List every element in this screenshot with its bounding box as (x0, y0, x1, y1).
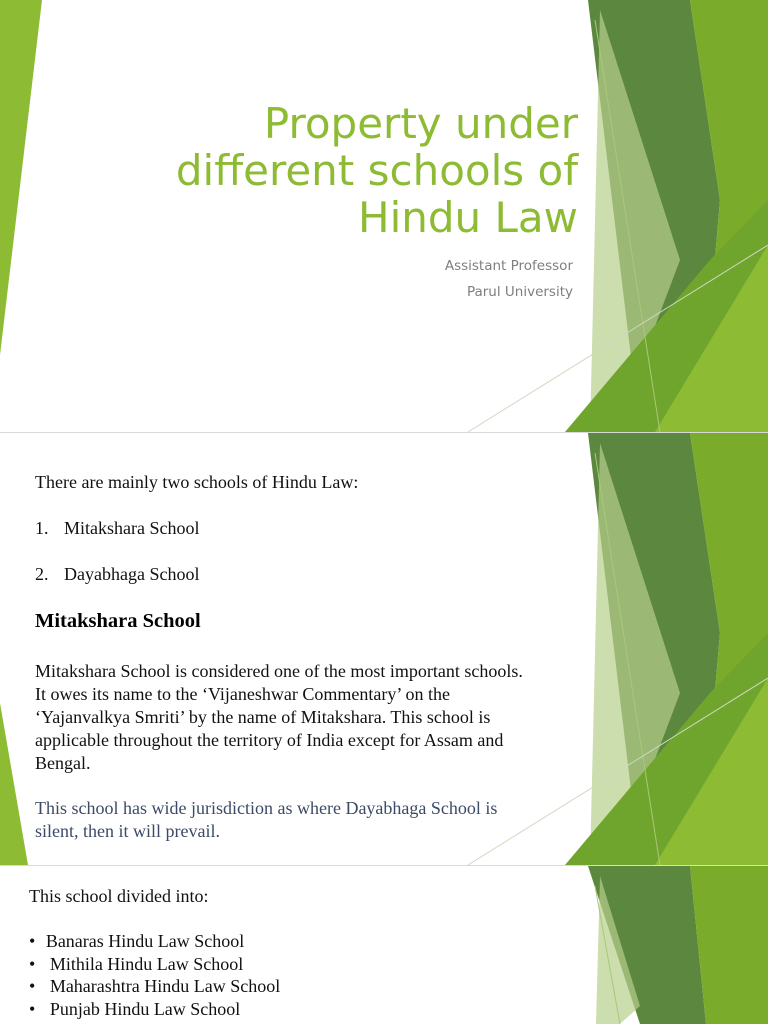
bullet-icon: • (29, 954, 36, 974)
title-slide (0, 0, 768, 432)
paragraph-line: Mitakshara School is considered one of the most important schools. (35, 661, 523, 681)
list-item (29, 931, 244, 952)
intro-text: This school divided into: (29, 886, 209, 906)
list-text: Mitakshara School (64, 518, 200, 538)
paragraph-line: applicable throughout the territory of India except for Assam and (35, 730, 504, 750)
section-heading: Mitakshara School (35, 610, 201, 632)
list-item (29, 976, 280, 997)
bullet-icon: • (29, 999, 36, 1019)
paragraph-line: Bengal. (35, 753, 91, 773)
list-number: 1. (35, 518, 49, 538)
left-green-sliver (0, 0, 42, 355)
bullet-text: Maharashtra Hindu Law School (49, 976, 281, 996)
title-line-1: Property under (263, 99, 578, 148)
paragraph-line: It owes its name to the ‘Vijaneshwar Commentary’ on the (35, 684, 450, 704)
note-line: silent, then it will prevail. (35, 821, 220, 841)
title-line-3: Hindu Law (358, 193, 578, 242)
list-number: 2. (35, 564, 49, 584)
subtitle-role: Assistant Professor (444, 258, 573, 274)
list-item (35, 564, 200, 585)
jurisdiction-note (35, 797, 575, 843)
list-item (29, 999, 240, 1020)
list-text: Dayabhaga School (64, 564, 200, 584)
subtitle-affiliation: Parul University (466, 284, 573, 300)
bullet-icon: • (29, 931, 36, 951)
subschools-slide (0, 866, 768, 1024)
description-paragraph (35, 660, 575, 775)
intro-text: There are mainly two schools of Hindu Law: (35, 472, 359, 492)
list-item (29, 954, 243, 975)
paragraph-line: ‘Yajanvalkya Smriti’ by the name of Mitakshara. This school is (35, 707, 491, 727)
bullet-text: Mithila Hindu Law School (49, 954, 244, 974)
bullet-icon: • (29, 976, 36, 996)
bullet-text: Punjab Hindu Law School (49, 999, 241, 1019)
schools-slide (0, 433, 768, 865)
bullet-text: Banaras Hindu Law School (45, 931, 245, 951)
title-line-2: different schools of (175, 146, 578, 195)
slide-title (58, 100, 578, 241)
left-green-sliver (0, 703, 28, 865)
list-item (35, 518, 200, 539)
note-line: This school has wide jurisdiction as where Dayabhaga School is (35, 798, 498, 818)
